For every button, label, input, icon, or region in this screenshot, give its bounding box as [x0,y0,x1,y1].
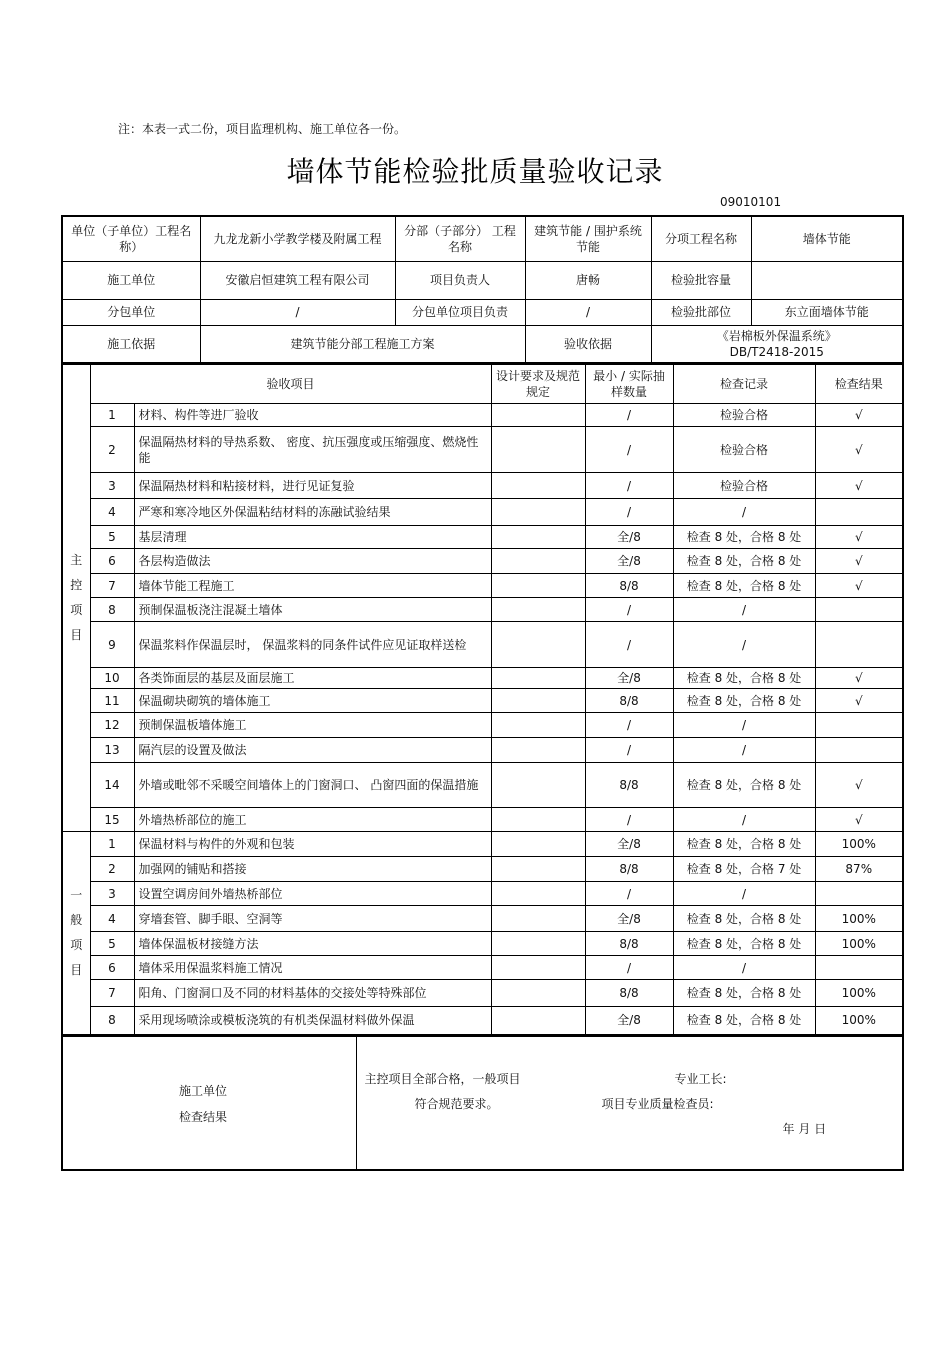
item-check-result: √ [815,427,903,473]
item-number: 7 [90,980,134,1007]
item-sample-count: 全/8 [585,832,673,857]
table-row [62,808,903,832]
item-number: 3 [90,473,134,499]
item-name: 采用现场喷涂或模板浇筑的有机类保温材料做外保温 [134,1007,491,1035]
item-check-result: √ [815,574,903,598]
sign-left-cell [62,1037,356,1170]
item-check-result: √ [815,808,903,832]
acceptance-basis-value-line2: DB/T2418-2015 [729,344,824,359]
item-design-requirement [491,956,585,980]
item-sample-count: / [585,598,673,622]
item-name: 阳角、门窗洞口及不同的材料基体的交接处等特殊部位 [134,980,491,1007]
table-row [62,622,903,668]
item-check-record: / [673,956,815,980]
item-name: 各类饰面层的基层及面层施工 [134,668,491,689]
item-check-record: 检查 8 处，合格 8 处 [673,526,815,549]
item-design-requirement [491,738,585,763]
item-check-record: 检查 8 处，合格 8 处 [673,1007,815,1035]
item-check-result: √ [815,549,903,574]
item-check-result: √ [815,689,903,713]
item-check-result: 100% [815,980,903,1007]
construction-basis-label: 施工依据 [62,325,200,363]
capacity-value [751,261,903,299]
item-number: 2 [90,427,134,473]
item-sample-count: / [585,713,673,738]
general-section-char: 般 [70,912,83,927]
col-result-header: 检查结果 [815,365,903,404]
item-check-result [815,598,903,622]
item-check-result [815,499,903,526]
item-number: 1 [90,832,134,857]
inspector-label: 项目专业质量检查员: [601,1097,714,1111]
item-check-result: √ [815,668,903,689]
table-row [62,980,903,1007]
item-sample-count: / [585,808,673,832]
subdivision-label: 分部（子部分） 工程名称 [395,216,525,261]
capacity-label: 检验批容量 [651,261,751,299]
item-name: 墙体节能工程施工 [134,574,491,598]
table-row [62,668,903,689]
table-row [62,738,903,763]
item-check-record: 检查 8 处，合格 8 处 [673,763,815,808]
item-check-record: / [673,499,815,526]
table-row [62,499,903,526]
item-check-result: √ [815,404,903,427]
item-check-record: 检查 8 处，合格 8 处 [673,689,815,713]
item-check-record: 检查 8 处，合格 8 处 [673,980,815,1007]
contractor-label: 施工单位 [62,261,200,299]
item-sample-count: / [585,427,673,473]
item-sample-count: 8/8 [585,574,673,598]
item-name: 保温隔热材料的导热系数、 密度、抗压强度或压缩强度、燃烧性能 [134,427,491,473]
item-number: 11 [90,689,134,713]
form-code: 09010101 [720,195,782,209]
table-row [62,1007,903,1035]
table-row [62,882,903,906]
sub-pm-value: / [525,299,651,325]
item-name: 穿墙套管、脚手眼、空洞等 [134,906,491,932]
item-design-requirement [491,549,585,574]
item-design-requirement [491,857,585,882]
item-check-record: 检查 8 处，合格 8 处 [673,574,815,598]
item-number: 5 [90,932,134,956]
item-sample-count: / [585,956,673,980]
construction-basis-value: 建筑节能分部工程施工方案 [200,325,525,363]
item-sample-count: / [585,404,673,427]
general-section-char: 目 [70,962,83,977]
foreman-label: 专业工长: [674,1072,727,1086]
sub-pm-label: 分包单位项目负责 [395,299,525,325]
subitem-label: 分项工程名称 [651,216,751,261]
item-name: 保温隔热材料和粘接材料，进行见证复验 [134,473,491,499]
table-row [62,832,903,857]
item-sample-count: / [585,738,673,763]
item-check-record: 检查 8 处，合格 8 处 [673,932,815,956]
item-sample-count: 全/8 [585,906,673,932]
item-name: 材料、构件等进厂验收 [134,404,491,427]
inspection-items-table [61,364,904,1036]
main-control-section-char: 主 [70,553,83,567]
form-note: 注：本表一式二份，项目监理机构、施工单位各一份。 [118,122,407,136]
main-control-section-char: 项 [70,603,83,617]
item-design-requirement [491,526,585,549]
item-name: 严寒和寒冷地区外保温粘结材料的冻融试验结果 [134,499,491,526]
table-row [62,473,903,499]
item-number: 15 [90,808,134,832]
item-design-requirement [491,689,585,713]
item-check-result: 100% [815,906,903,932]
item-check-record: / [673,598,815,622]
table-row [62,689,903,713]
item-design-requirement [491,906,585,932]
table-row [62,906,903,932]
subcontractor-value: / [200,299,395,325]
sign-right-cell [356,1037,903,1170]
item-design-requirement [491,404,585,427]
item-check-record: / [673,713,815,738]
general-section-char: 一 [70,887,83,902]
table-row [62,526,903,549]
item-number: 7 [90,574,134,598]
item-number: 10 [90,668,134,689]
signature-table [61,1036,904,1171]
item-name: 保温砌块砌筑的墙体施工 [134,689,491,713]
col-item-header: 验收项目 [90,365,491,404]
item-design-requirement [491,808,585,832]
item-sample-count: / [585,499,673,526]
item-number: 3 [90,882,134,906]
item-check-record: 检验合格 [673,427,815,473]
table-row [62,404,903,427]
item-check-result: √ [815,526,903,549]
table-row [62,763,903,808]
header-info-table [61,215,904,364]
item-check-record: / [673,738,815,763]
item-design-requirement [491,882,585,906]
item-sample-count: 8/8 [585,763,673,808]
subdivision-value: 建筑节能 / 围护系统节能 [525,216,651,261]
item-name: 墙体采用保温浆料施工情况 [134,956,491,980]
item-check-result [815,622,903,668]
item-check-result: √ [815,473,903,499]
item-number: 1 [90,404,134,427]
unit-value: 九龙龙新小学教学楼及附属工程 [200,216,395,261]
subitem-value: 墙体节能 [751,216,903,261]
item-number: 9 [90,622,134,668]
item-check-record: 检查 8 处，合格 8 处 [673,906,815,932]
item-design-requirement [491,832,585,857]
item-sample-count: 8/8 [585,857,673,882]
item-number: 6 [90,956,134,980]
table-row [62,932,903,956]
item-check-record: / [673,882,815,906]
item-check-result [815,738,903,763]
item-name: 各层构造做法 [134,549,491,574]
item-name: 外墙热桥部位的施工 [134,808,491,832]
item-design-requirement [491,980,585,1007]
table-row [62,427,903,473]
item-number: 5 [90,526,134,549]
item-sample-count: 8/8 [585,980,673,1007]
unit-label: 单位（子单位）工程名称） [62,216,200,261]
item-check-record: 检查 8 处，合格 8 处 [673,832,815,857]
table-row [62,713,903,738]
item-design-requirement [491,473,585,499]
item-number: 6 [90,549,134,574]
table-row [62,598,903,622]
item-name: 隔汽层的设置及做法 [134,738,491,763]
item-name: 保温浆料作保温层时， 保温浆料的同条件试件应见证取样送检 [134,622,491,668]
table-row [62,574,903,598]
item-design-requirement [491,598,585,622]
item-design-requirement [491,427,585,473]
main-control-section-char: 目 [70,628,83,642]
item-check-record: 检查 8 处，合格 8 处 [673,668,815,689]
item-check-result [815,956,903,980]
item-check-record: 检验合格 [673,473,815,499]
col-record-header: 检查记录 [673,365,815,404]
project-manager-value: 唐畅 [525,261,651,299]
item-sample-count: 全/8 [585,668,673,689]
item-number: 13 [90,738,134,763]
item-sample-count: 8/8 [585,932,673,956]
item-design-requirement [491,668,585,689]
item-sample-count: / [585,622,673,668]
item-number: 4 [90,499,134,526]
item-number: 14 [90,763,134,808]
item-number: 8 [90,598,134,622]
item-check-result: 100% [815,932,903,956]
item-name: 预制保温板浇注混凝土墙体 [134,598,491,622]
item-name: 设置空调房间外墙热桥部位 [134,882,491,906]
conclusion-line2: 符合规范要求。 [414,1097,499,1111]
contractor-value: 安徽启恒建筑工程有限公司 [200,261,395,299]
item-check-record: / [673,808,815,832]
item-name: 外墙或毗邻不采暖空间墙体上的门窗洞口、 凸窗四面的保温措施 [134,763,491,808]
item-number: 8 [90,1007,134,1035]
item-check-result: √ [815,763,903,808]
col-design-header: 设计要求及规范规定 [491,365,585,404]
item-design-requirement [491,932,585,956]
main-control-section-char: 控 [70,578,83,592]
item-sample-count: / [585,882,673,906]
acceptance-basis-value-line1: 《岩棉板外保温系统》 [716,328,837,343]
item-check-record: 检查 8 处，合格 7 处 [673,857,815,882]
item-design-requirement [491,499,585,526]
batch-part-label: 检验批部位 [651,299,751,325]
item-name: 保温材料与构件的外观和包装 [134,832,491,857]
item-number: 2 [90,857,134,882]
batch-part-value: 东立面墙体节能 [751,299,903,325]
general-section-char: 项 [70,937,83,952]
form-title: 墙体节能检验批质量验收记录 [286,155,664,188]
item-design-requirement [491,622,585,668]
item-name: 预制保温板墙体施工 [134,713,491,738]
item-number: 4 [90,906,134,932]
item-sample-count: 全/8 [585,1007,673,1035]
table-row [62,956,903,980]
sign-date: 年 月 日 [782,1122,827,1136]
item-sample-count: 全/8 [585,526,673,549]
item-check-record: / [673,622,815,668]
subcontractor-label: 分包单位 [62,299,200,325]
sign-left-line2: 检查结果 [179,1110,228,1124]
item-check-record: 检查 8 处，合格 8 处 [673,549,815,574]
item-check-result: 100% [815,1007,903,1035]
item-name: 墙体保温板材接缝方法 [134,932,491,956]
item-name: 加强网的铺贴和搭接 [134,857,491,882]
item-name: 基层清理 [134,526,491,549]
item-design-requirement [491,1007,585,1035]
item-design-requirement [491,763,585,808]
item-sample-count: / [585,473,673,499]
item-check-result [815,713,903,738]
sign-left-line1: 施工单位 [179,1084,228,1098]
table-row [62,857,903,882]
item-check-result: 100% [815,832,903,857]
item-check-result: 87% [815,857,903,882]
item-number: 12 [90,713,134,738]
col-sample-header: 最小 / 实际抽样数量 [585,365,673,404]
project-manager-label: 项目负责人 [395,261,525,299]
item-sample-count: 全/8 [585,549,673,574]
item-design-requirement [491,713,585,738]
conclusion-line1: 主控项目全部合格，一般项目 [364,1072,521,1086]
item-design-requirement [491,574,585,598]
general-section [62,832,90,1035]
item-check-record: 检验合格 [673,404,815,427]
acceptance-basis-value [651,325,903,363]
acceptance-basis-label: 验收依据 [525,325,651,363]
main-control-section [62,365,90,832]
item-sample-count: 8/8 [585,689,673,713]
table-row [62,549,903,574]
item-check-result [815,882,903,906]
